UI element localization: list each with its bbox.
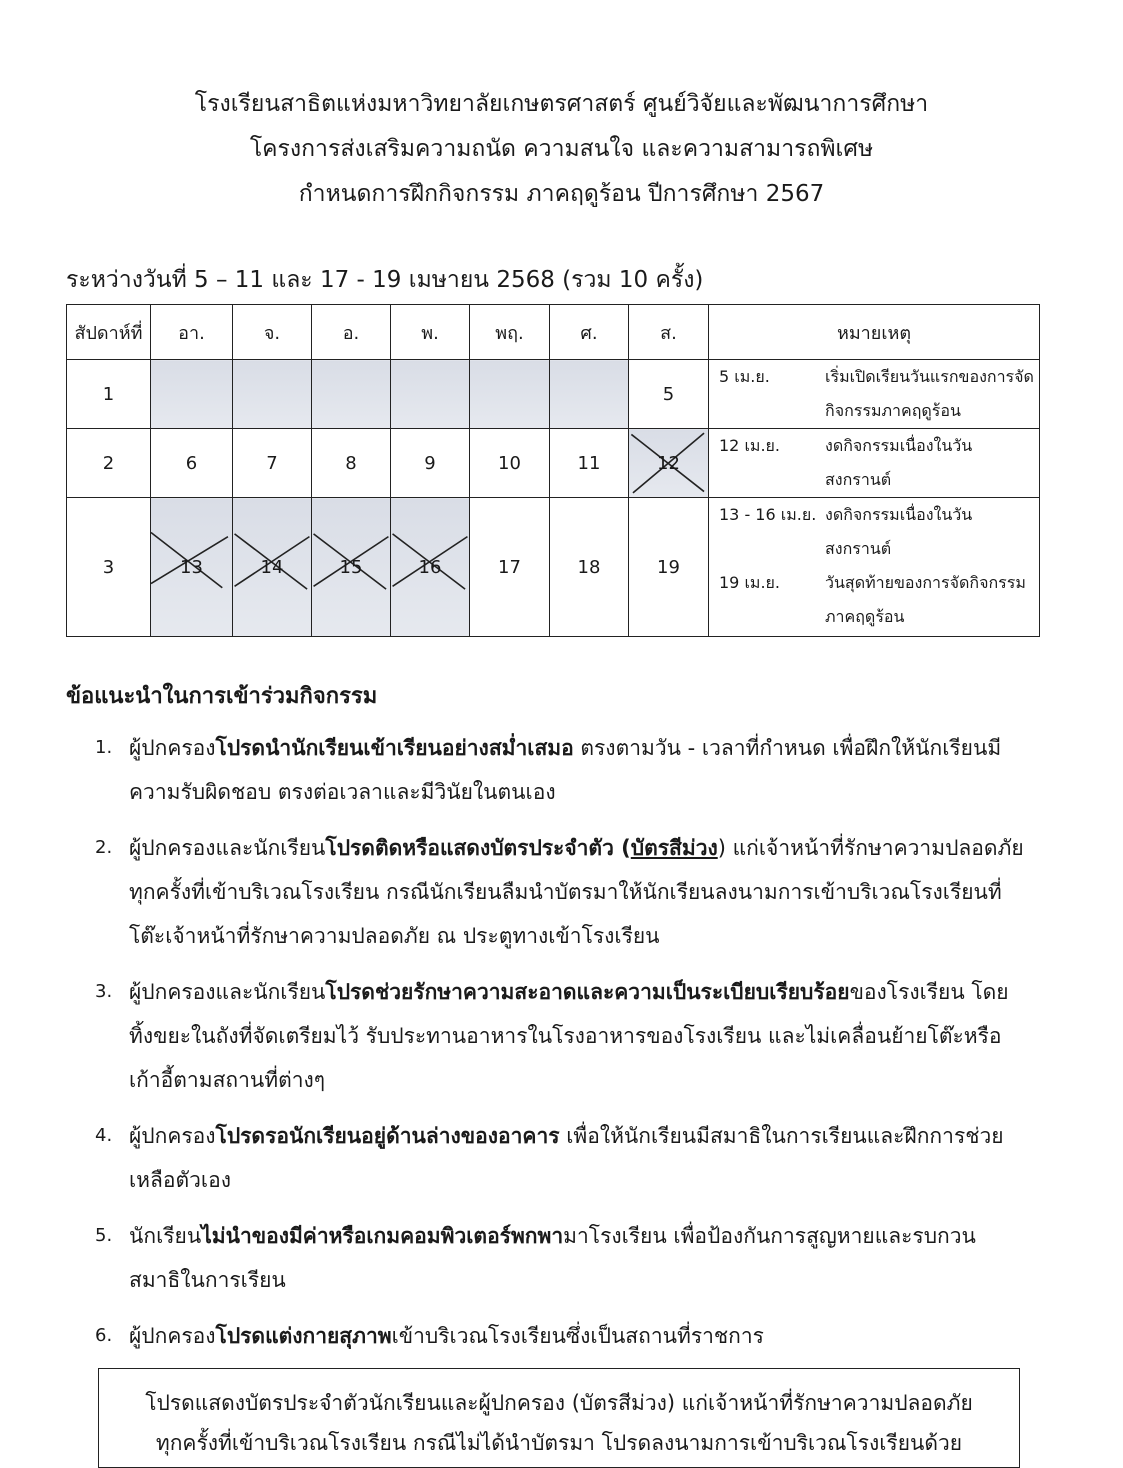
guideline-item xyxy=(95,970,1025,1102)
day-cell-cancelled xyxy=(151,498,233,637)
guideline-number: 4. xyxy=(95,1125,113,1146)
day-cell: 10 xyxy=(470,429,550,498)
day-cell-cancelled xyxy=(233,498,312,637)
day-cell: 19 xyxy=(629,498,709,637)
header-remarks: หมายเหตุ xyxy=(709,305,1040,360)
guideline-item xyxy=(95,726,1025,814)
week-number: 3 xyxy=(67,498,151,637)
remark-text: งดกิจกรรมเนื่องในวันสงกรานต์ xyxy=(825,505,973,558)
week-number: 2 xyxy=(67,429,151,498)
notice-line: โปรดแสดงบัตรประจำตัวนักเรียนและผู้ปกครอง (บัตรสีม่วง) แก่เจ้าหน้าที่รักษาความปลอดภัย xyxy=(145,1391,973,1415)
guideline-rest: เพื่อให้นักเรียนมีสมาธิในการเรียนและฝึกการช่วยเหลือตัวเอง xyxy=(129,1124,1004,1192)
guideline-emphasis: โปรดรอนักเรียนอยู่ด้านล่างของอาคาร xyxy=(215,1124,560,1148)
day-cell-cancelled xyxy=(391,498,470,637)
header-sat: ส. xyxy=(629,305,709,360)
guideline-lead: ผู้ปกครองและนักเรียน xyxy=(129,836,326,860)
day-cell: 18 xyxy=(550,498,629,637)
day-cell-empty xyxy=(233,360,312,429)
guideline-lead: นักเรียน xyxy=(129,1224,202,1248)
remarks-cell xyxy=(709,429,1040,498)
header-sun: อา. xyxy=(151,305,233,360)
guideline-emphasis: โปรดติดหรือแสดงบัตรประจำตัว ( xyxy=(325,836,631,860)
guideline-emphasis: โปรดช่วยรักษาความสะอาดและความเป็นระเบียบเรียบร้อย xyxy=(325,980,850,1004)
remark-date: 12 เม.ย. xyxy=(719,436,781,455)
guideline-text xyxy=(129,970,1025,1102)
guideline-lead: ผู้ปกครอง xyxy=(129,1324,216,1348)
day-cell-empty xyxy=(312,360,391,429)
header-tue: อ. xyxy=(312,305,391,360)
remarks-cell xyxy=(709,498,1040,637)
guideline-item xyxy=(95,1314,1025,1358)
purple-card-label: บัตรสีม่วง xyxy=(630,836,718,860)
guideline-item xyxy=(95,1114,1025,1202)
day-cell-cancelled xyxy=(629,429,709,498)
day-cell: 5 xyxy=(629,360,709,429)
project-title: โครงการส่งเสริมความถนัด ความสนใจ และความสามารถพิเศษ xyxy=(249,136,874,162)
remark-date: 5 เม.ย. xyxy=(719,367,770,386)
schedule-title: กำหนดการฝึกกิจกรรม ภาคฤดูร้อน ปีการศึกษา 2567 xyxy=(298,181,825,207)
day-number: 15 xyxy=(339,556,363,578)
remark-entry xyxy=(709,429,1039,497)
day-number: 14 xyxy=(260,556,284,578)
guideline-number: 5. xyxy=(95,1225,113,1246)
table-row xyxy=(67,498,1040,637)
guideline-item xyxy=(95,1214,1025,1302)
guideline-text xyxy=(129,726,1025,814)
day-cell: 9 xyxy=(391,429,470,498)
day-cell-empty xyxy=(391,360,470,429)
guideline-number: 6. xyxy=(95,1325,113,1346)
school-title: โรงเรียนสาธิตแห่งมหาวิทยาลัยเกษตรศาสตร์ ศูนย์วิจัยและพัฒนาการศึกษา xyxy=(194,91,929,117)
guidelines-list xyxy=(95,726,1025,1370)
day-number: 12 xyxy=(657,452,680,474)
guideline-text xyxy=(129,826,1025,958)
remark-text: งดกิจกรรมเนื่องในวันสงกรานต์ xyxy=(825,436,973,489)
notice-line: ทุกครั้งที่เข้าบริเวณโรงเรียน กรณีไม่ได้นำบัตรมา โปรดลงนามการเข้าบริเวณโรงเรียนด้วย xyxy=(155,1431,963,1455)
guidelines-heading: ข้อแนะนำในการเข้าร่วมกิจกรรม xyxy=(66,684,378,709)
day-number: 16 xyxy=(418,556,442,578)
remark-entry xyxy=(709,566,1039,634)
day-cell-cancelled xyxy=(312,498,391,637)
schedule-table xyxy=(66,304,1040,637)
guideline-lead: ผู้ปกครองและนักเรียน xyxy=(129,980,326,1004)
guideline-number: 2. xyxy=(95,837,113,858)
table-row xyxy=(67,429,1040,498)
remark-entry xyxy=(709,360,1039,428)
table-row xyxy=(67,360,1040,429)
header-thu: พฤ. xyxy=(470,305,550,360)
table-header-row xyxy=(67,305,1040,360)
day-cell: 6 xyxy=(151,429,233,498)
remarks-cell xyxy=(709,360,1040,429)
day-number: 13 xyxy=(180,556,203,578)
guideline-rest: ของโรงเรียน โดยทิ้งขยะในถังที่จัดเตรียมไว้ รับประทานอาหารในโรงอาหารของโรงเรียน และไม่เคลื่อนย้ายโต๊ะหรือเก้าอี้ตามสถานที่ต่างๆ xyxy=(129,980,1009,1092)
day-cell-empty xyxy=(151,360,233,429)
guideline-text xyxy=(129,1314,1025,1358)
guideline-rest: ) แก่เจ้าหน้าที่รักษาความปลอดภัย ทุกครั้งที่เข้าบริเวณโรงเรียน กรณีนักเรียนลืมนำบัตรมาให้นักเรียนลงนามการเข้าบริเวณโรงเรียนที่โต๊ะเจ้าหน้าที่รักษาความปลอดภัย ณ ประตูทางเข้าโรงเรียน xyxy=(129,836,1024,948)
remark-date: 13 - 16 เม.ย. xyxy=(719,505,817,524)
guideline-text xyxy=(129,1214,1025,1302)
remark-date: 19 เม.ย. xyxy=(719,573,781,592)
day-cell-empty xyxy=(550,360,629,429)
day-cell: 11 xyxy=(550,429,629,498)
day-cell-empty xyxy=(470,360,550,429)
guideline-emphasis: โปรดแต่งกายสุภาพ xyxy=(215,1324,392,1348)
day-cell: 7 xyxy=(233,429,312,498)
guideline-lead: ผู้ปกครอง xyxy=(129,736,216,760)
guideline-rest: มาโรงเรียน เพื่อป้องกันการสูญหายและรบกวนสมาธิในการเรียน xyxy=(129,1224,976,1292)
remark-entry xyxy=(709,498,1039,566)
guideline-text xyxy=(129,1114,1025,1202)
day-cell: 8 xyxy=(312,429,391,498)
guideline-rest: เข้าบริเวณโรงเรียนซึ่งเป็นสถานที่ราชการ xyxy=(391,1324,764,1348)
guideline-number: 3. xyxy=(95,981,113,1002)
id-card-notice-box xyxy=(98,1368,1020,1468)
week-number: 1 xyxy=(67,360,151,429)
header-week: สัปดาห์ที่ xyxy=(67,305,151,360)
remark-text: เริ่มเปิดเรียนวันแรกของการจัดกิจกรรมภาคฤดูร้อน xyxy=(825,367,1034,420)
header-wed: พ. xyxy=(391,305,470,360)
guideline-lead: ผู้ปกครอง xyxy=(129,1124,216,1148)
guideline-emphasis: ไม่นำของมีค่าหรือเกมคอมพิวเตอร์พกพา xyxy=(201,1224,564,1248)
day-cell: 17 xyxy=(470,498,550,637)
guideline-number: 1. xyxy=(95,737,113,758)
header-fri: ศ. xyxy=(550,305,629,360)
schedule-period: ระหว่างวันที่ 5 – 11 และ 17 - 19 เมษายน 2568 (รวม 10 ครั้ง) xyxy=(66,267,704,293)
remark-text: วันสุดท้ายของการจัดกิจกรรมภาคฤดูร้อน xyxy=(825,573,1026,626)
guideline-rest: ตรงตามวัน - เวลาที่กำหนด เพื่อฝึกให้นักเรียนมีความรับผิดชอบ ตรงต่อเวลาและมีวินัยในตนเอง xyxy=(129,736,1002,804)
guideline-item xyxy=(95,826,1025,958)
guideline-emphasis: โปรดนำนักเรียนเข้าเรียนอย่างสม่ำเสมอ xyxy=(215,736,574,760)
document-header xyxy=(0,90,1123,225)
header-mon: จ. xyxy=(233,305,312,360)
